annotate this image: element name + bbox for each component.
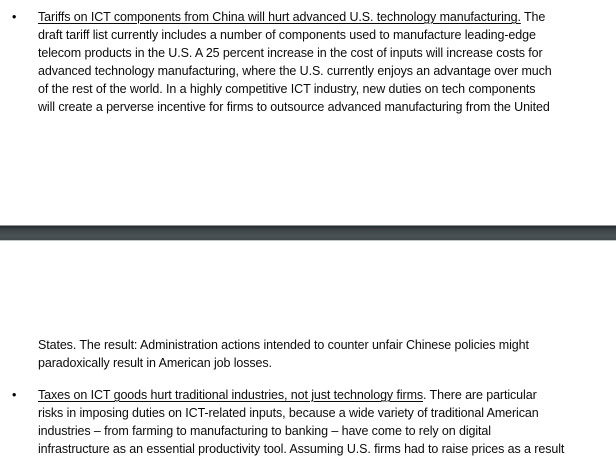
page-break-separator-bar bbox=[0, 225, 616, 241]
bullet-item-taxes bbox=[12, 386, 616, 458]
paragraph-tariffs bbox=[38, 8, 616, 116]
bullet-marker: • bbox=[12, 388, 17, 402]
paragraph-continuation bbox=[38, 336, 616, 372]
text-line: paradoxically result in American job losses. bbox=[38, 356, 272, 370]
text-line: Taxes on ICT goods hurt traditional industries, not just technology firms. There are particular bbox=[38, 388, 537, 402]
text-line: States. The result: Administration actions intended to counter unfair Chinese policies might bbox=[38, 338, 529, 352]
text-line: Tariffs on ICT components from China will hurt advanced U.S. technology manufacturing. The bbox=[38, 10, 546, 24]
text-line: will create a perverse incentive for firms to outsource advanced manufacturing from the United bbox=[38, 100, 550, 114]
text-line: advanced technology manufacturing, where the U.S. currently enjoys an advantage over much bbox=[38, 64, 552, 78]
text-line: telecom products in the U.S. A 25 percent increase in the cost of inputs will increase costs for bbox=[38, 46, 543, 60]
text-line: infrastructure as an essential productivity tool. Assuming U.S. firms had to raise prices as a result bbox=[38, 442, 565, 456]
text-line: draft tariff list currently includes a number of components used to manufacture leading-edge bbox=[38, 28, 536, 42]
text-line: risks in imposing duties on ICT-related inputs, because a wide variety of traditional American bbox=[38, 406, 539, 420]
text-line: industries – from farming to manufacturing to banking – have come to rely on digital bbox=[38, 424, 491, 438]
paragraph-taxes bbox=[38, 386, 616, 458]
bullet-marker: • bbox=[12, 10, 17, 24]
bullet-item-tariffs bbox=[12, 8, 616, 116]
text-line: of the rest of the world. In a highly competitive ICT industry, new duties on tech components bbox=[38, 82, 536, 96]
